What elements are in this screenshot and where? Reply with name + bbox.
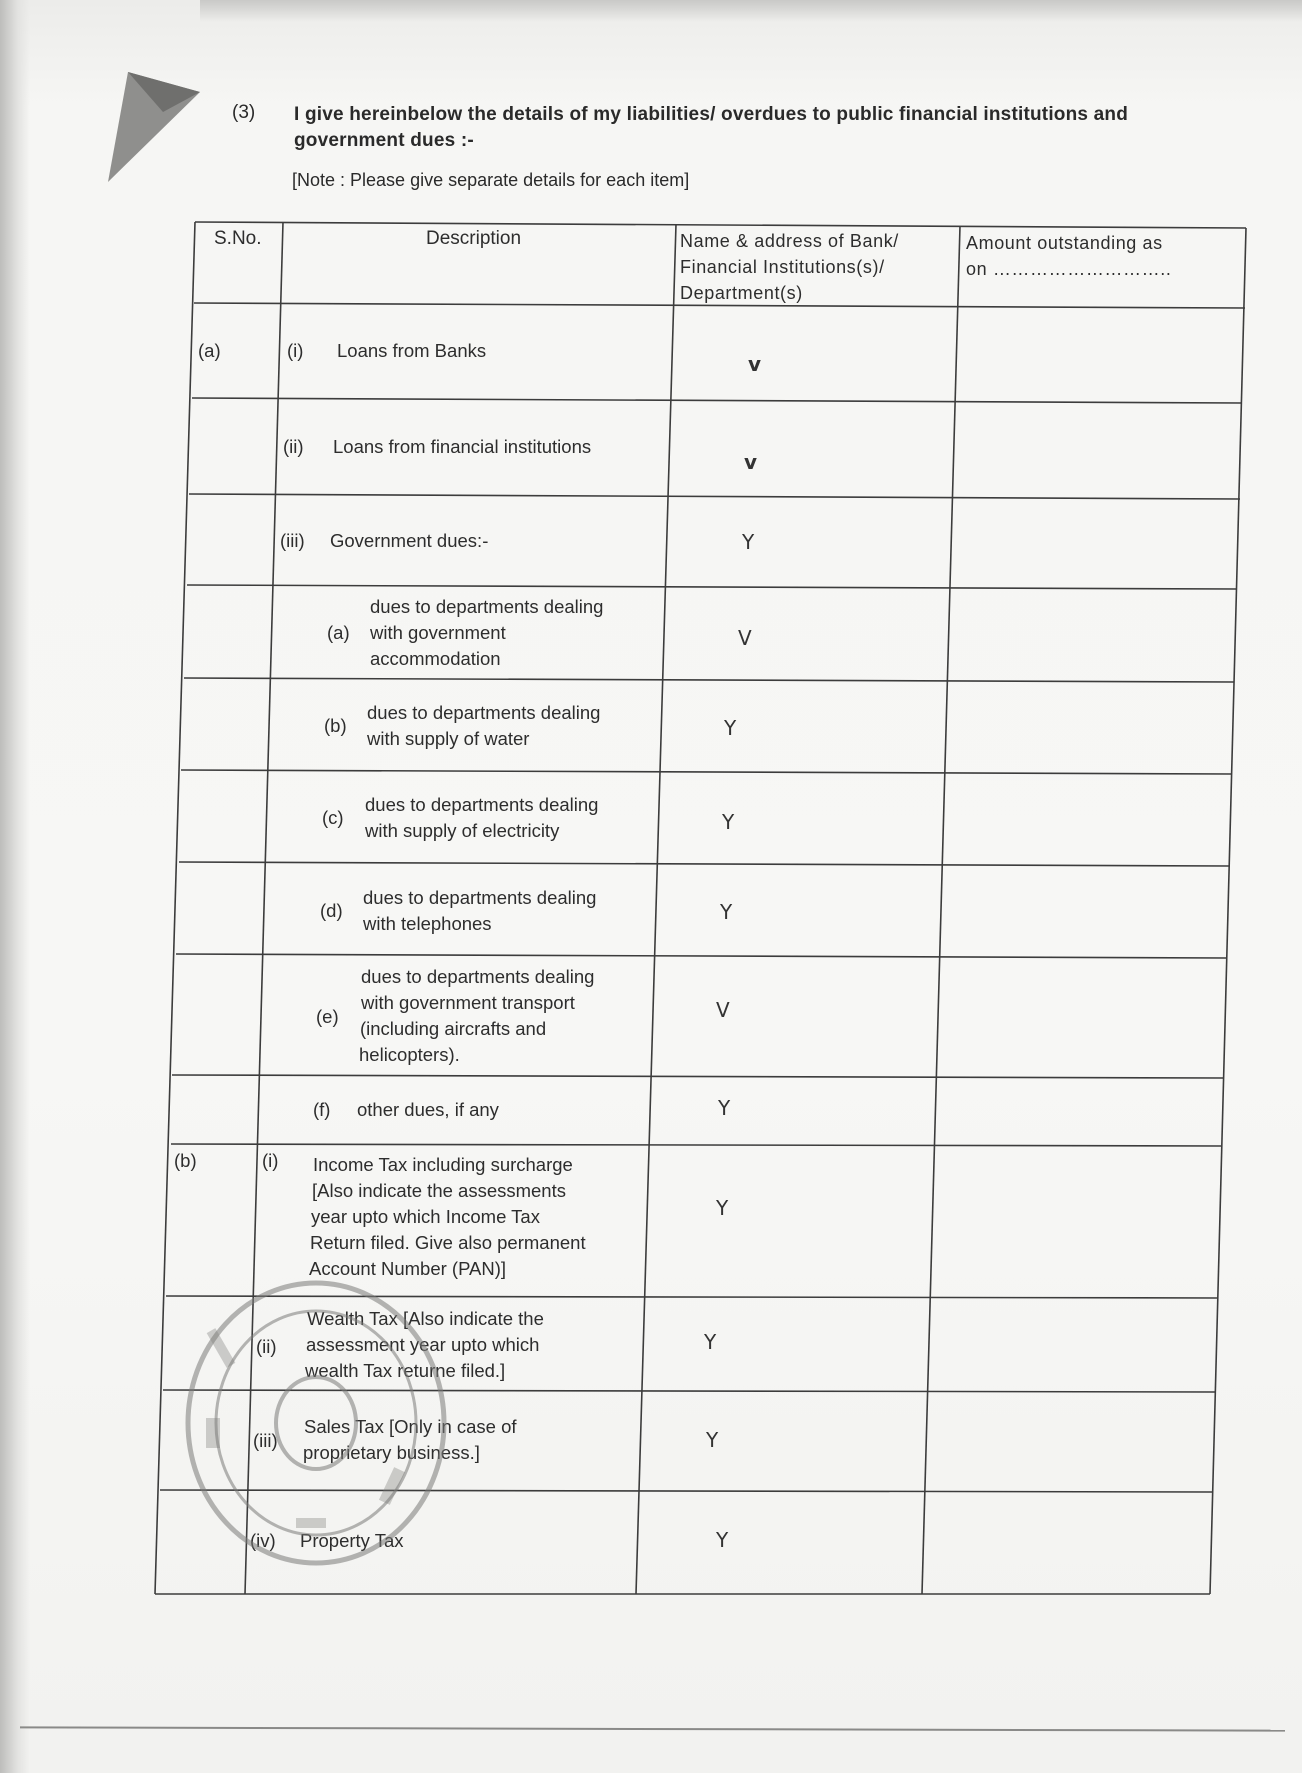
row-description-line: Income Tax including surcharge — [313, 1154, 573, 1175]
row-sno: (b) — [174, 1150, 197, 1171]
header-amount-line1: Amount outstanding as — [966, 233, 1163, 253]
row-index: (e) — [316, 1006, 339, 1027]
row-description-line: with supply of electricity — [365, 820, 560, 841]
row-index: (i) — [262, 1150, 279, 1171]
row-description-line: dues to departments dealing — [363, 887, 597, 908]
row-description: Loans from Banks — [337, 340, 487, 361]
row-description-line: dues to departments dealing — [370, 596, 604, 617]
tick-mark: V — [716, 998, 730, 1022]
header-sno: S.No. — [214, 228, 262, 249]
row-description-line: proprietary business.] — [303, 1442, 480, 1463]
row-index: (ii) — [256, 1336, 277, 1357]
official-stamp-seal — [176, 1268, 456, 1578]
row-description-line: Sales Tax [Only in case of — [304, 1416, 517, 1437]
row-description: Property Tax — [300, 1530, 404, 1551]
row-description-line: Wealth Tax [Also indicate the — [307, 1308, 544, 1329]
row-description-line: with government transport — [361, 992, 575, 1013]
row-index: (i) — [287, 340, 304, 361]
tick-mark: Y — [704, 1330, 717, 1354]
header-bank-line3: Department(s) — [680, 283, 803, 303]
row-index: (f) — [313, 1099, 331, 1120]
row-description-line: accommodation — [370, 648, 501, 669]
note-text: [Note : Please give separate details for each item] — [292, 170, 690, 190]
row-sno: (a) — [198, 340, 221, 361]
tick-mark: Y — [706, 1428, 719, 1452]
header-description: Description — [426, 228, 522, 249]
row-index: (iv) — [250, 1530, 276, 1551]
row-index: (b) — [324, 715, 347, 736]
row-description: other dues, if any — [357, 1099, 499, 1120]
tick-mark: Y — [716, 1528, 729, 1552]
section-number: (3) — [232, 102, 256, 123]
row-description-line: Account Number (PAN)] — [309, 1258, 507, 1279]
row-index: (a) — [327, 622, 350, 643]
row-description-line: [Also indicate the assessments — [312, 1180, 566, 1201]
row-description-line: helicopters). — [359, 1044, 460, 1065]
row-description-line: Return filed. Give also permanent — [310, 1232, 586, 1253]
row-description-line: with supply of water — [367, 728, 530, 749]
row-description-line: (including aircrafts and — [360, 1018, 547, 1039]
row-description: Loans from financial institutions — [333, 436, 592, 457]
row-description-line: dues to departments dealing — [367, 702, 601, 723]
row-description: Government dues:- — [330, 530, 489, 551]
row-description-line: dues to departments dealing — [361, 966, 595, 987]
section-heading: I give hereinbelow the details of my liabilities/ overdues to public financial institutions and government dues :- — [294, 104, 1129, 151]
tick-mark: Y — [716, 1196, 729, 1220]
row-description-line: with government — [370, 622, 506, 643]
row-description-line: with telephones — [363, 913, 492, 934]
row-description-line: dues to departments dealing — [365, 794, 599, 815]
tick-mark: V — [738, 626, 752, 650]
row-index: (c) — [322, 807, 344, 828]
tick-mark: 𝘃 — [744, 450, 758, 474]
header-bank-line1: Name & address of Bank/ — [680, 231, 899, 251]
tick-mark: Y — [720, 900, 733, 924]
tick-mark: 𝘃 — [748, 352, 762, 376]
row-description-line: year upto which Income Tax — [311, 1206, 540, 1227]
row-index: (ii) — [283, 436, 304, 457]
row-index: (d) — [320, 900, 343, 921]
header-amount-line2: on ……………………….. — [966, 259, 1172, 279]
row-description-line: assessment year upto which — [306, 1334, 540, 1355]
tick-mark: Y — [724, 716, 737, 740]
header-bank-line2: Financial Institutions(s)/ — [680, 257, 885, 277]
tick-mark: Y — [742, 530, 755, 554]
row-index: (iii) — [253, 1430, 278, 1451]
row-index: (iii) — [280, 530, 305, 551]
row-description-line: wealth Tax returne filed.] — [305, 1360, 506, 1381]
tick-mark: Y — [718, 1096, 731, 1120]
tick-mark: Y — [722, 810, 735, 834]
